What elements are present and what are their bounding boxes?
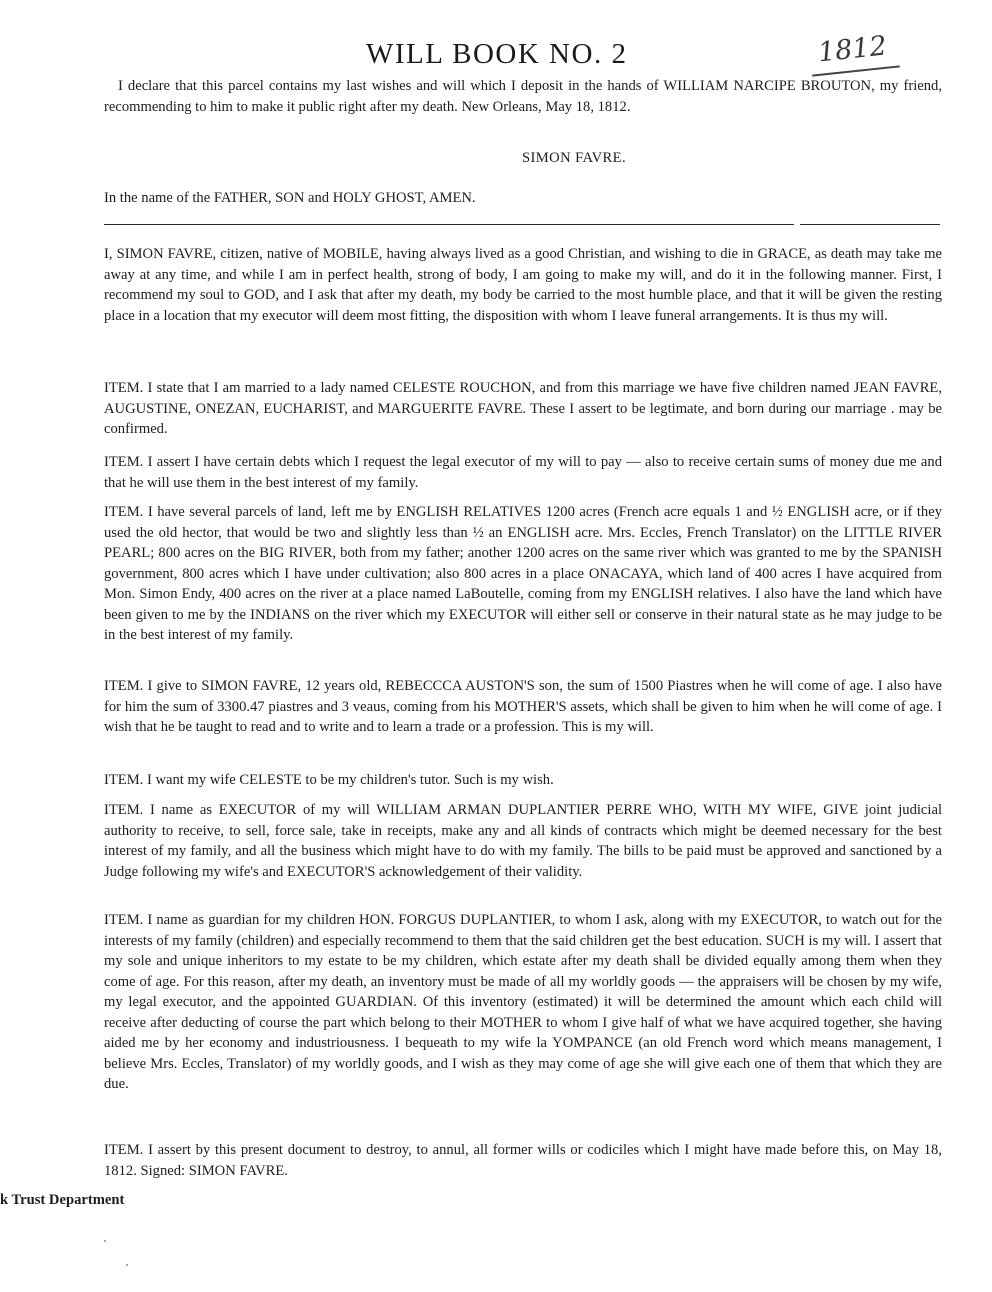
item-marriage-paragraph: ITEM. I state that I am married to a lady named CELESTE ROUCHON, and from this marriage we have five children named JEAN FAVRE, AUGUSTINE, ONEZAN, EUCHARIST, and MARGUERITE FAVRE. These I assert to be legtimate, and born during our marriage . may be confirmed.	[104, 380, 942, 437]
separator-line	[104, 224, 794, 225]
item-tutor-paragraph: ITEM. I want my wife CELESTE to be my children's tutor. Such is my wish.	[104, 772, 554, 788]
item-guardian-paragraph: ITEM. I name as guardian for my children HON. FORGUS DUPLANTIER, to whom I ask, along with my EXECUTOR, to watch out for the interests of my family (children) and especially recommend to them that the said children get the best education. SUCH is my will. I assert that my sole and unique inheritors to my estate to be my children, which estate after my death shall be divided equally among them when they come of age. For this reason, after my death, an inventory must be made of all my worldly goods — the appraisers will be chosen by my wife, my legal executor, and the appointed GUARDIAN. Of this inventory (estimated) it will be determined the amount which each child will receive after deducting of course the part which belong to their MOTHER to whom I give half of what we have acquired together, she having aided me by her economy and industriousness. I bequeath to my wife la YOMPANCE (an old French word which means management, I believe Mrs. Eccles, Translator) of my worldly goods, and I wish as they may come of age she will give each one of them that which they are due.	[104, 912, 942, 1092]
preamble-signature: SIMON FAVRE.	[522, 150, 627, 166]
item-debts-paragraph: ITEM. I assert I have certain debts which I request the legal executor of my will to pay — also to receive certain sums of money due me and that he will use them in the best interest of my family.	[104, 454, 942, 491]
invocation-line: In the name of the FATHER, SON and HOLY GHOST, AMEN.	[104, 190, 476, 206]
separator-line-end	[800, 224, 940, 225]
declaration-paragraph: I declare that this parcel contains my last wishes and will which I deposit in the hands of WILLIAM NARCIPE BROUTON, my friend, recommending to him to make it public right after my death. New Orleans, May 18, 1812.	[104, 78, 942, 115]
opening-paragraph: I, SIMON FAVRE, citizen, native of MOBILE, having always lived as a good Christian, and wishing to die in GRACE, as death may take me away at any time, and while I am in perfect health, strong of body, I am going to make my will, and do it in the following manner. First, I recommend my soul to GOD, and I ask that after my death, my body be carried to the most humble place, and that it will be given the resting place in a location that my executor will deem most fitting, the disposition with whom I leave funeral arrangements. It is thus my will.	[104, 246, 942, 324]
paper-speck	[104, 1240, 106, 1242]
handwritten-year-annotation: 1812	[816, 30, 889, 69]
paper-speck	[126, 1264, 128, 1266]
item-annul-paragraph: ITEM. I assert by this present document to destroy, to annul, all former wills or codiciles which I might have made before this, on May 18, 1812. Signed: SIMON FAVRE.	[104, 1142, 942, 1179]
item-bequest-paragraph: ITEM. I give to SIMON FAVRE, 12 years old, REBECCCA AUSTON'S son, the sum of 1500 Piastres when he will come of age. I also have for him the sum of 3300.47 piastres and 3 veaus, coming from his MOTHER'S assets, which shall be given to him when he will come of age. I wish that he be taught to read and to write and to learn a trade or a profession. This is my will.	[104, 678, 942, 735]
item-executor-paragraph: ITEM. I name as EXECUTOR of my will WILLIAM ARMAN DUPLANTIER PERRE WHO, WITH MY WIFE, GIVE joint judicial authority to receive, to sell, force sale, take in receipts, make any and all kinds of contracts which might be deemed necessary for the best interest of my family, and all the business which might have to do with my family. The bills to be paid must be approved and sanctioned by a Judge following my wife's and EXECUTOR'S acknowledgement of their validity.	[104, 802, 942, 880]
page-title: WILL BOOK NO. 2	[366, 38, 628, 70]
item-land-paragraph: ITEM. I have several parcels of land, left me by ENGLISH RELATIVES 1200 acres (French acre equals 1 and ½ ENGLISH acre, or if they used the old hector, that would be two and slightly less than ½ an ENGLISH acre. Mrs. Eccles, French Translator) on the LITTLE RIVER PEARL; 800 acres on the BIG RIVER, both from my father; another 1200 acres on the same river which was granted to me by the SPANISH government, 800 acres which I have under cultivation; also 800 acres in a place ONACAYA, which land of 400 acres I have acquired from Mon. Simon Endy, 400 acres on the river at a place named LaBoutelle, coming from my ENGLISH relatives. I also have the land which have been given to me by the INDIANS on the river which my EXECUTOR will either sell or conserve in their natural state as he may judge to be in the best interest of my family.	[104, 504, 942, 643]
footer-department: k Trust Department	[0, 1192, 125, 1208]
